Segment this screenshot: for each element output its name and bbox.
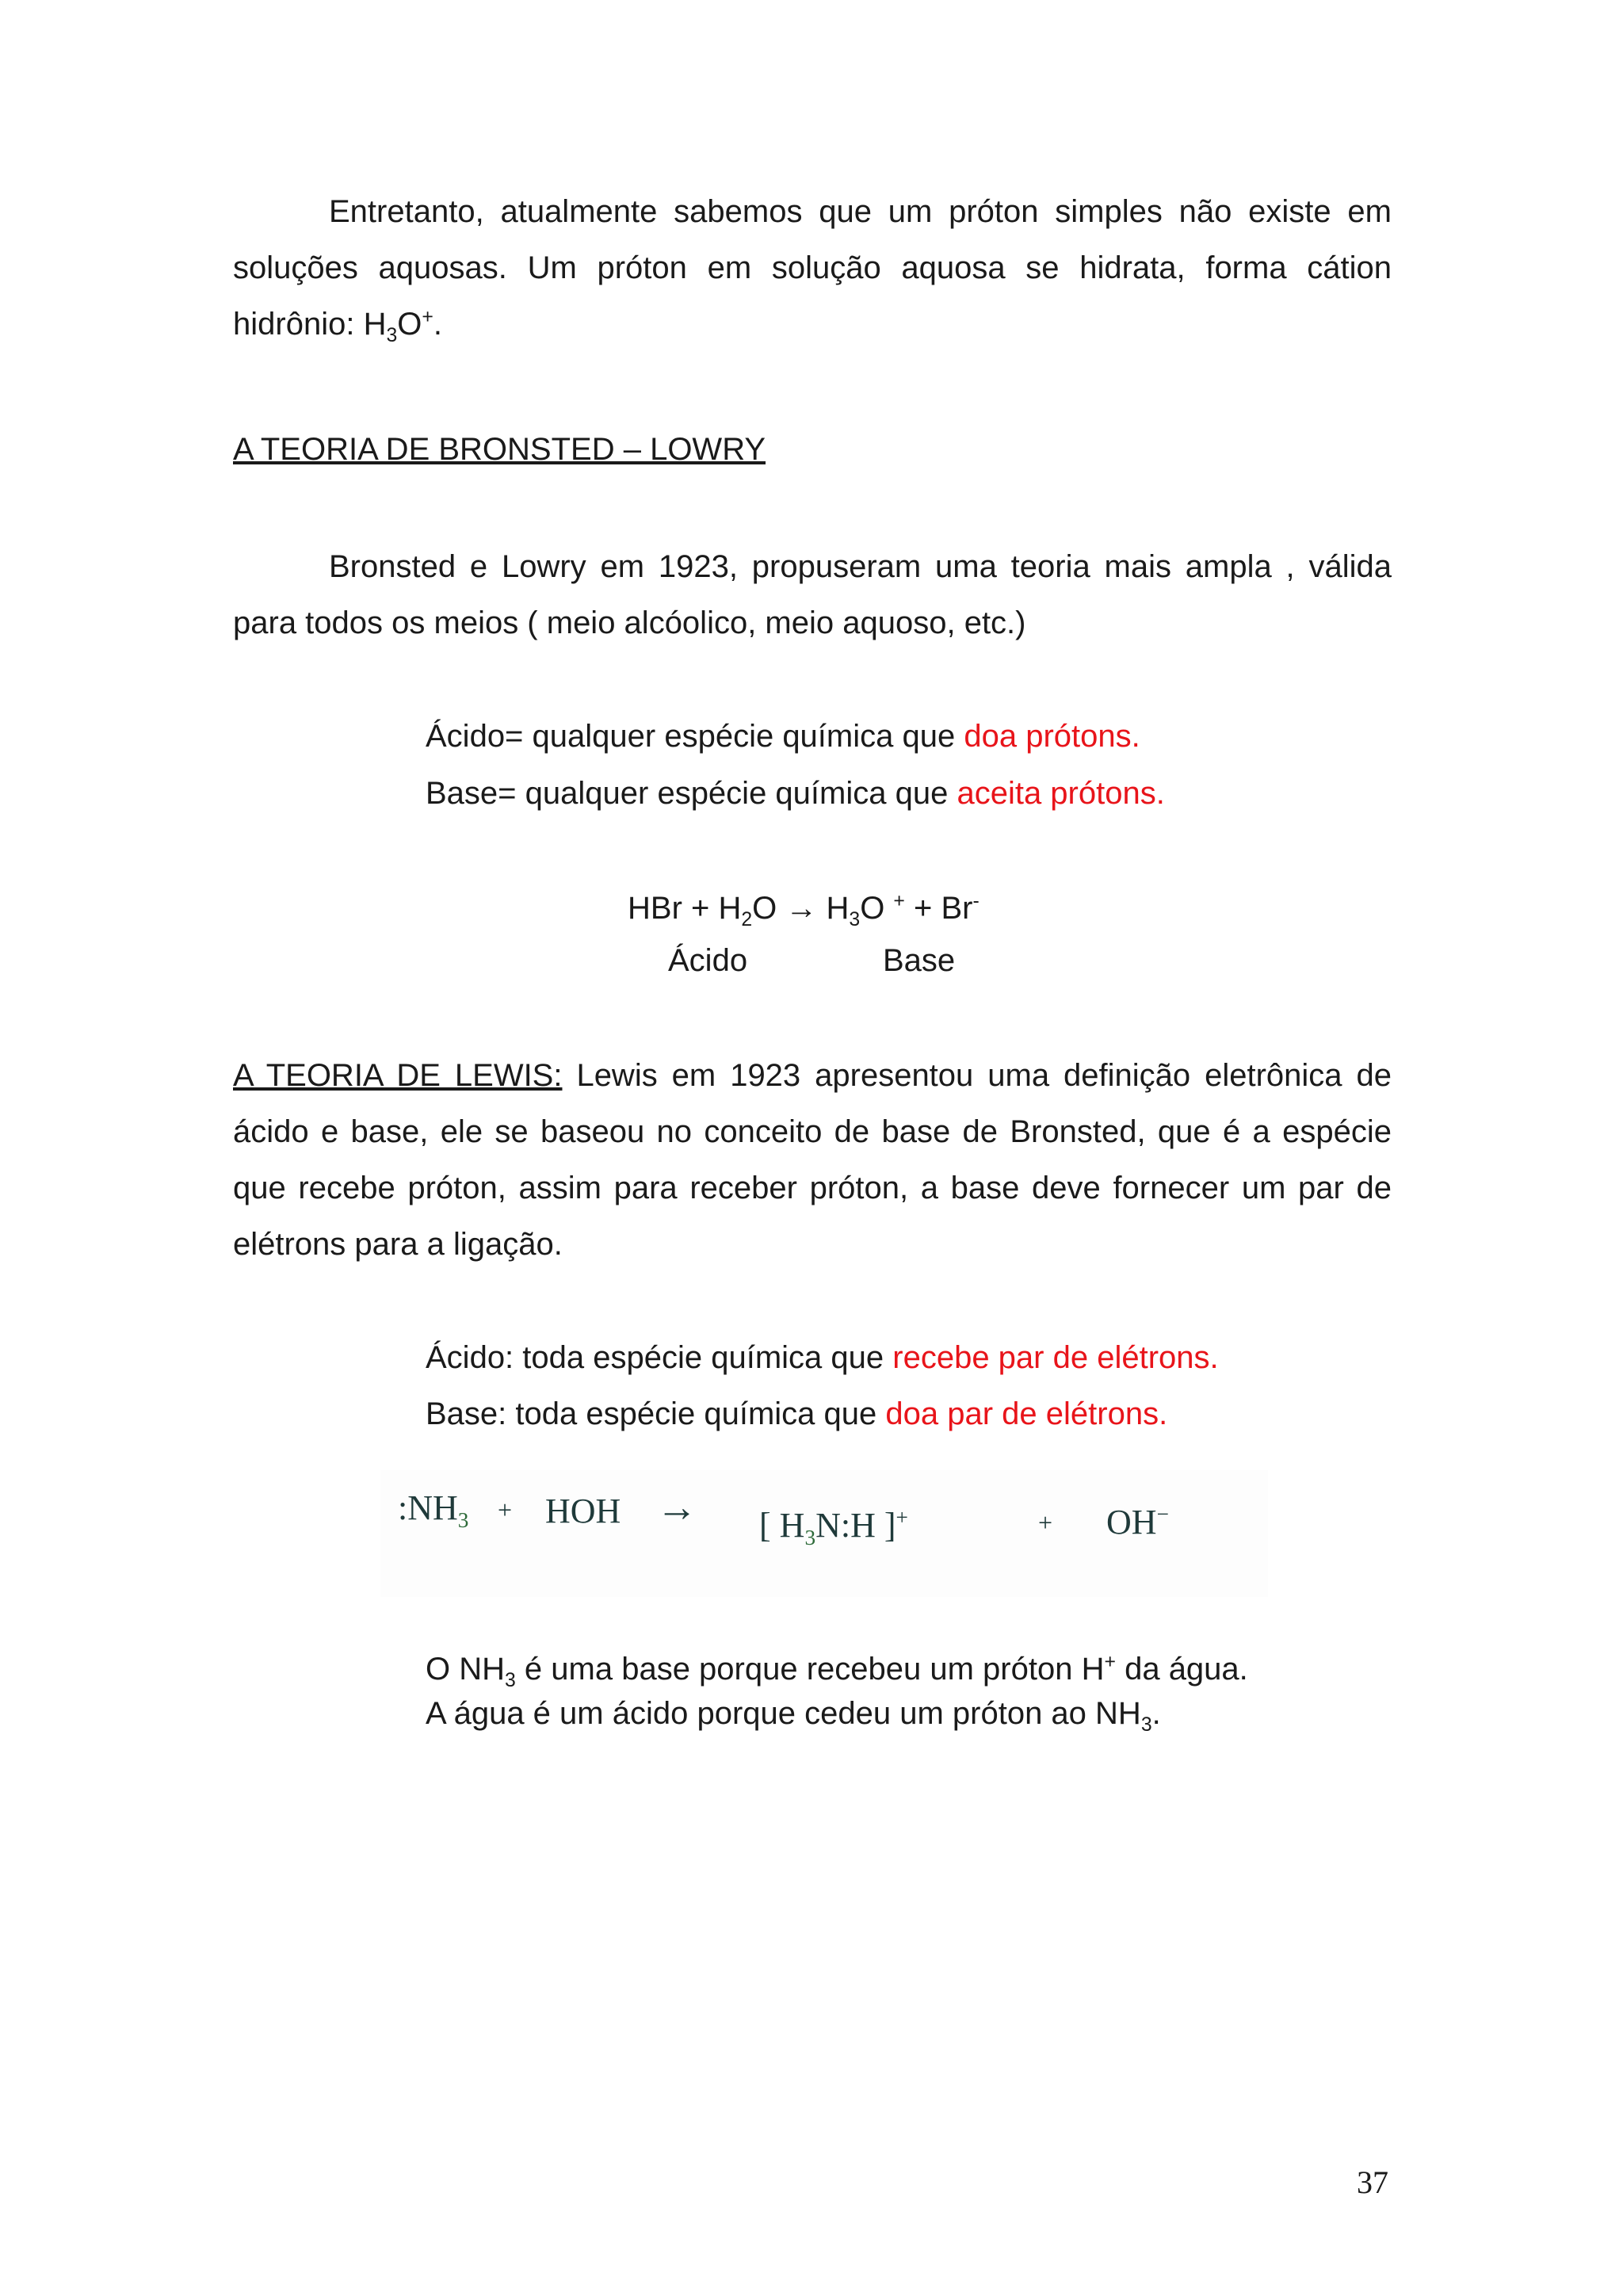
lewis-heading: A TEORIA DE LEWIS: (233, 1058, 563, 1093)
intro-text: Entretanto, atualmente sabemos que um próton simples não existe em soluções aquosas. Um próton em solução aquosa se hidrata, forma cátion hidrônio: (233, 194, 1392, 342)
intro-paragraph (233, 184, 1392, 353)
reaction-arrow: → (656, 1485, 697, 1530)
lewis-base-highlight: doa par de elétrons. (885, 1396, 1168, 1431)
hydronium-formula: $H_3O^+$. (363, 306, 442, 346)
bronsted-paragraph: Bronsted e Lowry em 1923, propuseram uma teoria mais ampla , válida para todos os meios ( meio alcóolico, meio aquoso, etc.) (233, 549, 1392, 640)
plus-sign-2: + (1038, 1508, 1053, 1537)
reactant-hoh: HOH (545, 1492, 621, 1530)
label-acid: Ácido (668, 943, 748, 978)
product-hydroxide: OH− (1106, 1502, 1169, 1541)
bronsted-heading: A TEORIA DE BRONSTED – LOWRY (233, 432, 766, 467)
lewis-acid-definition: Ácido: toda espécie química que recebe par de elétrons. (426, 1340, 1219, 1375)
lewis-base-definition: Base: toda espécie química que doa par de elétrons. (426, 1396, 1168, 1431)
bronsted-base-definition: Base= qualquer espécie química que aceita prótons. (426, 776, 1165, 811)
product-ammonium: [ $H_3N:H$ ]+ (759, 1505, 908, 1549)
bronsted-equation: HBr + $H_2O \to H_3O$ + + Br- (628, 890, 980, 930)
explanation-line-1: O $NH_3$ é uma base porque recebeu um próton H+ da água. (426, 1651, 1248, 1691)
bronsted-acid-highlight: doa prótons. (964, 719, 1140, 754)
lewis-acid-highlight: recebe par de elétrons. (892, 1340, 1219, 1375)
reactant-nh3: $:NH_3$ (398, 1488, 469, 1532)
explanation-line-2: A água é um ácido porque cedeu um próton ao $NH_3$. (426, 1696, 1161, 1736)
reaction-figure (380, 1470, 1268, 1597)
bronsted-base-highlight: aceita prótons. (957, 776, 1165, 811)
bronsted-acid-definition: Ácido= qualquer espécie química que doa prótons. (426, 719, 1140, 754)
page-number: 37 (1357, 2164, 1388, 2200)
plus-sign-1: + (498, 1496, 513, 1524)
lewis-paragraph: A TEORIA DE LEWIS: Lewis em 1923 apresentou uma definição eletrônica de ácido e base, ele se baseou no conceito de base de Bronsted, que é a espécie que recebe próton, assim para receber próton, a base deve fornecer um par de elétrons para a ligação. (233, 1058, 1392, 1262)
label-base: Base (883, 943, 956, 978)
